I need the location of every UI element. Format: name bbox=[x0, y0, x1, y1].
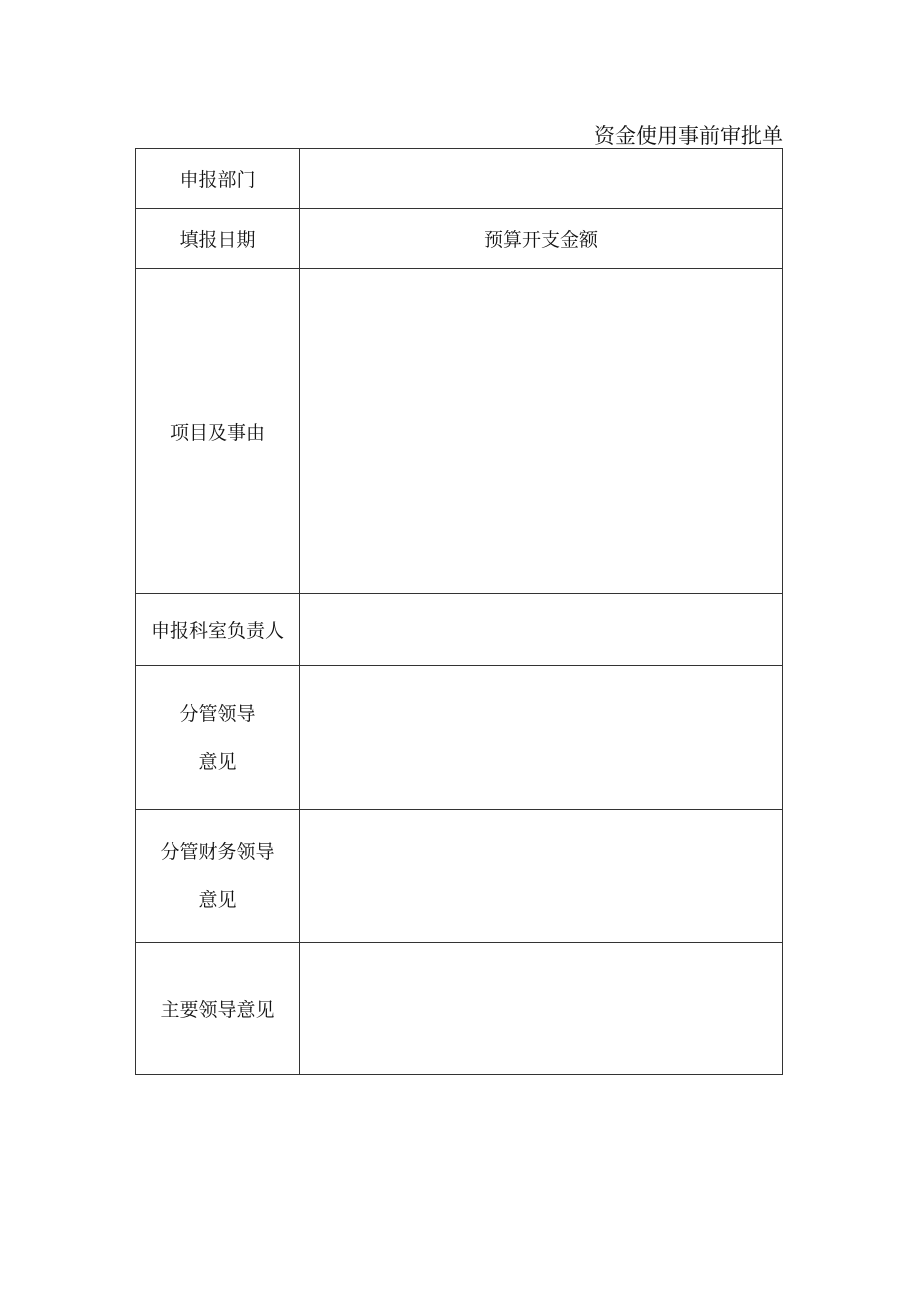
table-row bbox=[136, 810, 783, 943]
form-title: 资金使用事前审批单 bbox=[594, 124, 783, 148]
table-row bbox=[136, 269, 783, 594]
approval-form-table bbox=[135, 148, 783, 1075]
label-cell bbox=[136, 943, 300, 1075]
fill-date-label: 填报日期 bbox=[179, 229, 256, 251]
supervising-leader-label-line1: 分管领导 bbox=[179, 702, 256, 725]
table-row bbox=[136, 943, 783, 1075]
main-leader-opinion-field[interactable] bbox=[300, 943, 783, 1075]
main-leader-label: 主要领导意见 bbox=[160, 999, 275, 1021]
budget-amount-cell[interactable] bbox=[300, 209, 783, 269]
label-cell bbox=[136, 666, 300, 810]
supervising-leader-label-line2: 意见 bbox=[198, 750, 237, 773]
label-cell bbox=[136, 149, 300, 209]
finance-leader-label-line2: 意见 bbox=[198, 889, 237, 911]
table-row bbox=[136, 666, 783, 810]
table-row bbox=[136, 149, 783, 209]
label-cell bbox=[136, 209, 300, 269]
table-row bbox=[136, 209, 783, 269]
table-row bbox=[136, 594, 783, 666]
label-cell bbox=[136, 269, 300, 594]
label-cell bbox=[136, 594, 300, 666]
department-field[interactable] bbox=[300, 149, 783, 209]
department-label: 申报部门 bbox=[179, 169, 256, 191]
project-reason-label: 项目及事由 bbox=[169, 421, 265, 444]
label-cell bbox=[136, 810, 300, 943]
finance-leader-label-line1: 分管财务领导 bbox=[160, 841, 275, 863]
section-head-field[interactable] bbox=[300, 594, 783, 666]
section-head-label: 申报科室负责人 bbox=[150, 620, 284, 642]
finance-leader-opinion-field[interactable] bbox=[300, 810, 783, 943]
supervising-leader-opinion-field[interactable] bbox=[300, 666, 783, 810]
budget-amount-label: 预算开支金额 bbox=[483, 229, 598, 251]
project-reason-field[interactable] bbox=[300, 269, 783, 594]
